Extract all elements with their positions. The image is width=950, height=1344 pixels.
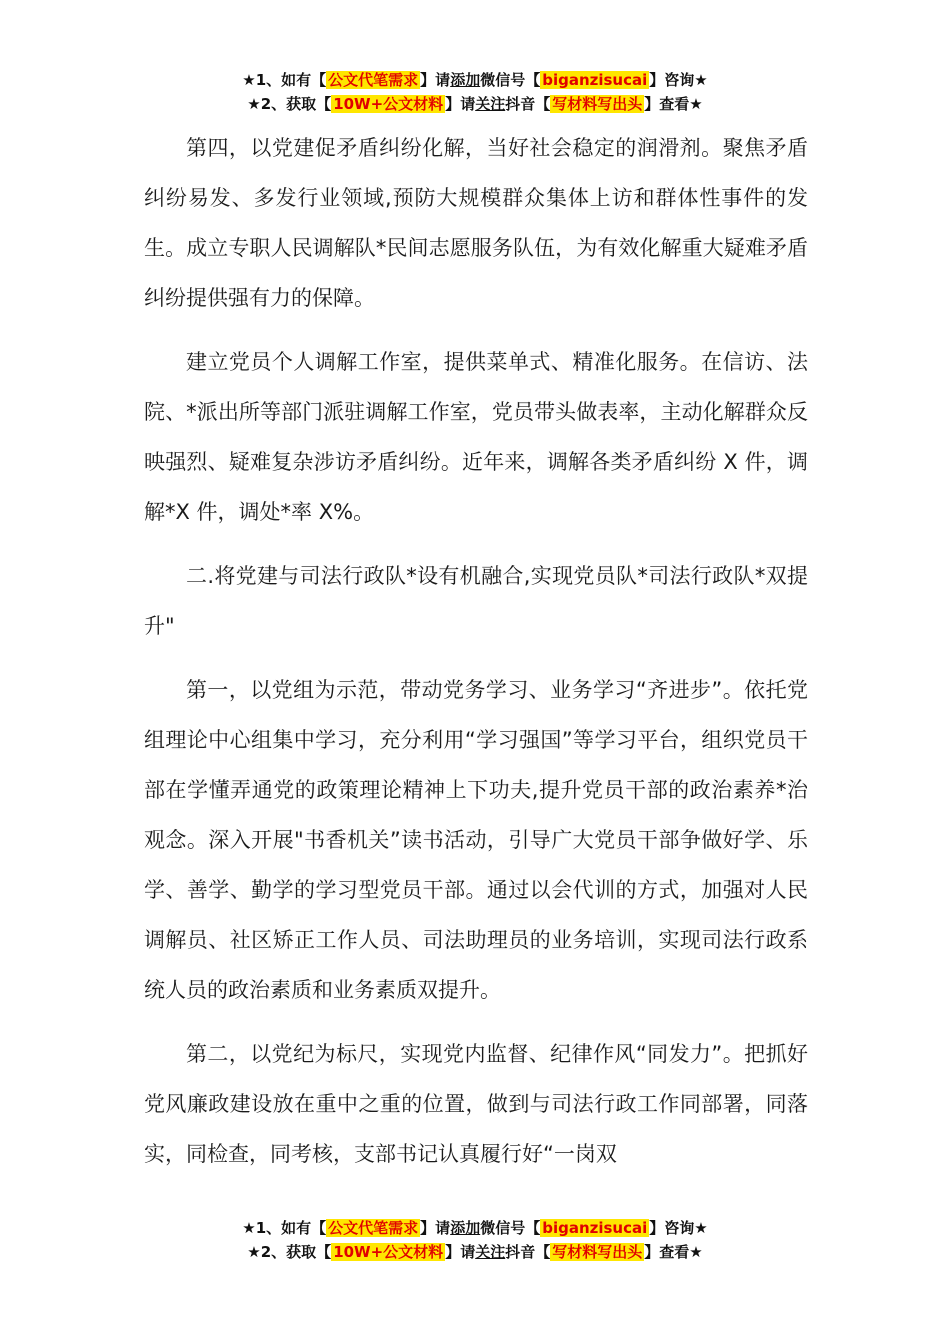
promo-line-2: ★2、获取【 10W+公文材料 】请关注抖音【 写材料写出头 】查看★ [247, 1243, 703, 1261]
promo-banner-bottom [0, 1216, 950, 1264]
promo-highlight: 公文代笔需求 [328, 71, 419, 89]
promo-highlight: 10W+公文材料 [333, 1243, 444, 1261]
paragraph: 第一，以党组为示范，带动党务学习、业务学习“齐进步”。依托党组理论中心组集中学习，充分利用“学习强国”等学习平台，组织党员干部在学懂弄通党的政策理论精神上下功夫,提升党员干部的政治素养*治观念。深入开展"书香机关”读书活动，引导广大党员干部争做好学、乐学、善学、勤学的学习型党员干部。通过以会代训的方式，加强对人民调解员、社区矫正工作人员、司法助理员的业务培训，实现司法行政系统人员的政治素质和业务素质双提升。 [144, 678, 808, 1002]
promo-highlight: 10W+公文材料 [333, 95, 444, 113]
promo-highlight: 写材料写出头 [552, 1243, 643, 1261]
promo-highlight: biganzisucai [542, 1219, 648, 1237]
promo-line-2: ★2、获取【 10W+公文材料 】请关注抖音【 写材料写出头 】查看★ [247, 95, 703, 113]
paragraph: 第四，以党建促矛盾纠纷化解，当好社会稳定的润滑剂。聚焦矛盾纠纷易发、多发行业领域,预防大规模群众集体上访和群体性事件的发生。成立专职人民调解队*民间志愿服务队伍，为有效化解重大疑难矛盾纠纷提供强有力的保障。 [144, 136, 808, 310]
paragraph: 第二，以党纪为标尺，实现党内监督、纪律作风“同发力”。把抓好党风廉政建设放在重中之重的位置，做到与司法行政工作同部署，同落实，同检查，同考核，支部书记认真履行好“一岗双 [144, 1042, 808, 1166]
promo-line-1: ★1、如有【 公文代笔需求 】请添加微信号【 biganzisucai 】咨询★ [242, 1219, 708, 1237]
promo-banner-top [0, 68, 950, 116]
paragraph: 建立党员个人调解工作室，提供菜单式、精准化服务。在信访、法院、*派出所等部门派驻调解工作室，党员带头做表率，主动化解群众反映强烈、疑难复杂涉访矛盾纠纷。近年来，调解各类矛盾纠纷 X 件，调解*X 件，调处*率 X%。 [144, 350, 808, 524]
section-heading: 二.将党建与司法行政队*设有机融合,实现党员队*司法行政队*双提升" [144, 564, 808, 638]
promo-highlight: 写材料写出头 [552, 95, 643, 113]
promo-highlight: biganzisucai [542, 71, 648, 89]
promo-highlight: 公文代笔需求 [328, 1219, 419, 1237]
promo-line-1: ★1、如有【 公文代笔需求 】请添加微信号【 biganzisucai 】咨询★ [242, 71, 708, 89]
document-body [144, 123, 808, 1193]
